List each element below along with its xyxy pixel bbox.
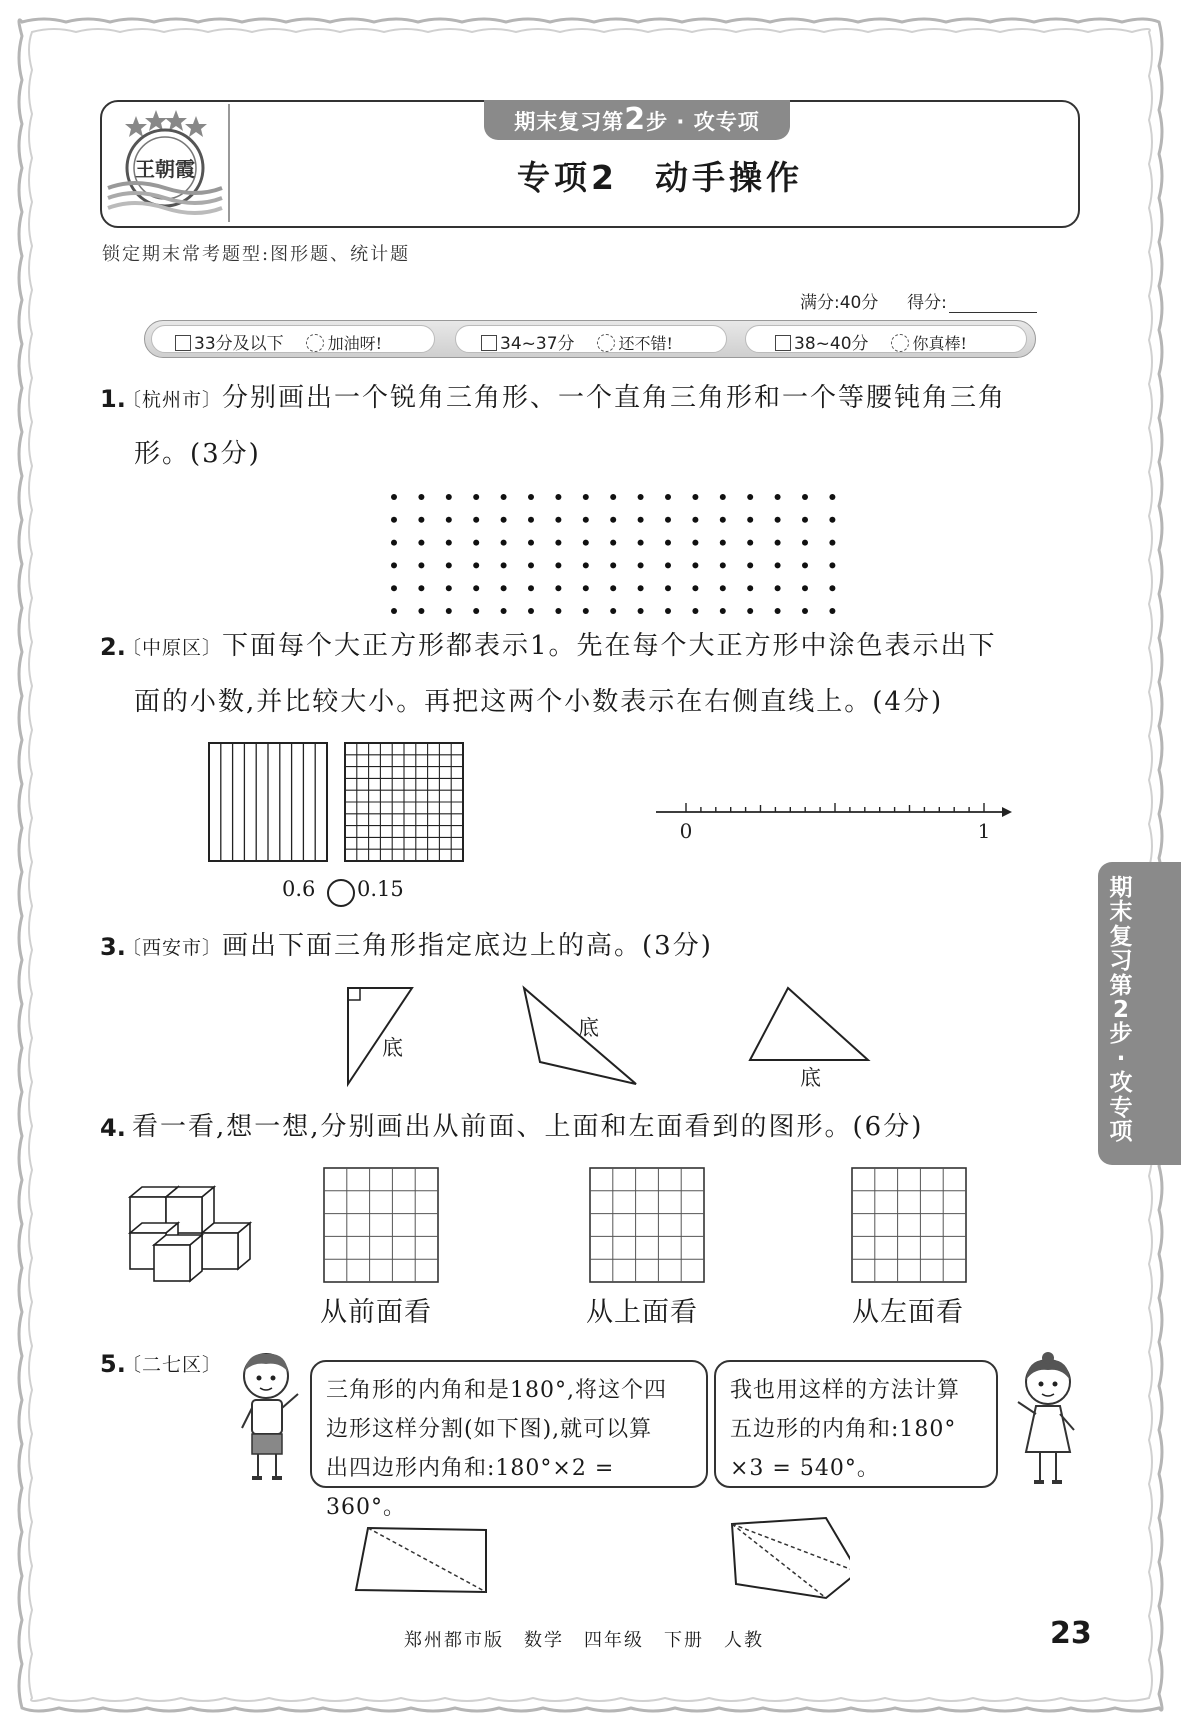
number-line[interactable] bbox=[650, 788, 1020, 848]
q4-number: 4. bbox=[100, 1114, 126, 1142]
grade-cheer-1: 加油呀! bbox=[327, 334, 383, 353]
tenths-square[interactable] bbox=[206, 740, 330, 862]
grid-dot[interactable] bbox=[391, 562, 397, 568]
grid-dot[interactable] bbox=[802, 494, 808, 500]
grid-dot[interactable] bbox=[391, 517, 397, 523]
grid-dot[interactable] bbox=[555, 562, 561, 568]
grid-dot[interactable] bbox=[638, 608, 644, 614]
left-view-label: 从左面看 bbox=[852, 1297, 964, 1328]
polygon-figures bbox=[350, 1512, 850, 1602]
grid-dot[interactable] bbox=[638, 585, 644, 591]
grid-dot[interactable] bbox=[583, 562, 589, 568]
q1-text bbox=[122, 370, 1006, 428]
grid-dot[interactable] bbox=[501, 585, 507, 591]
numberline-start-label: 0 bbox=[679, 819, 693, 843]
grid-dot[interactable] bbox=[692, 608, 698, 614]
grid-dot[interactable] bbox=[747, 517, 753, 523]
grid-dot[interactable] bbox=[391, 540, 397, 546]
grid-dot[interactable] bbox=[555, 517, 561, 523]
cubes-figure bbox=[128, 1185, 256, 1285]
speech-bubble-left bbox=[310, 1360, 708, 1520]
grid-dot[interactable] bbox=[665, 540, 671, 546]
q2-text bbox=[122, 618, 997, 676]
grade-item-1 bbox=[175, 329, 382, 354]
publisher-logo bbox=[104, 104, 226, 222]
q3-text bbox=[122, 918, 713, 976]
grade-range-1: 33分及以下 bbox=[194, 334, 284, 354]
grid-dot[interactable] bbox=[665, 562, 671, 568]
quadrilateral bbox=[356, 1528, 486, 1592]
grid-dot[interactable] bbox=[501, 562, 507, 568]
grid-dot[interactable] bbox=[473, 585, 479, 591]
q1-line2: 形。(3分) bbox=[134, 439, 261, 469]
grid-dot[interactable] bbox=[446, 517, 452, 523]
grid-dot[interactable] bbox=[446, 540, 452, 546]
grade-checkbox-1[interactable] bbox=[175, 335, 191, 351]
q1-number: 1. bbox=[100, 385, 126, 413]
grid-dot[interactable] bbox=[720, 562, 726, 568]
step-tab bbox=[484, 100, 790, 140]
grid-dot[interactable] bbox=[610, 585, 616, 591]
grade-range-3: 38~40分 bbox=[794, 334, 869, 354]
grid-dot[interactable] bbox=[692, 585, 698, 591]
grid-dot[interactable] bbox=[775, 540, 781, 546]
grid-dot[interactable] bbox=[692, 494, 698, 500]
girl-illustration bbox=[1008, 1352, 1088, 1492]
grid-dot[interactable] bbox=[555, 585, 561, 591]
grid-dot[interactable] bbox=[528, 608, 534, 614]
grid-dot[interactable] bbox=[391, 608, 397, 614]
grid-dot[interactable] bbox=[473, 517, 479, 523]
grid-dot[interactable] bbox=[747, 585, 753, 591]
grid-dot[interactable] bbox=[501, 517, 507, 523]
grid-dot[interactable] bbox=[446, 608, 452, 614]
grid-dot[interactable] bbox=[583, 608, 589, 614]
grid-dot[interactable] bbox=[829, 517, 835, 523]
grid-dot[interactable] bbox=[802, 540, 808, 546]
grid-dot[interactable] bbox=[829, 585, 835, 591]
grid-dot[interactable] bbox=[775, 517, 781, 523]
grid-dot[interactable] bbox=[638, 562, 644, 568]
pentagon bbox=[732, 1518, 850, 1598]
grid-dot[interactable] bbox=[473, 540, 479, 546]
grid-dot[interactable] bbox=[391, 585, 397, 591]
footer-text: 郑州都市版 数学 四年级 下册 人教 bbox=[404, 1630, 764, 1651]
step-suffix: 步 · 攻专项 bbox=[646, 110, 760, 134]
compare-left: 0.6 bbox=[282, 877, 316, 901]
grid-dot[interactable] bbox=[720, 540, 726, 546]
step-prefix: 期末复习第 bbox=[514, 110, 625, 134]
grid-dot[interactable] bbox=[583, 517, 589, 523]
bubble-left-line3: 出四边形内角和:180°×2 = 360°。 bbox=[326, 1456, 615, 1520]
page-number: 23 bbox=[1050, 1616, 1092, 1651]
grid-dot[interactable] bbox=[802, 608, 808, 614]
base-label-3: 底 bbox=[800, 1066, 821, 1090]
grid-dot[interactable] bbox=[583, 494, 589, 500]
grid-dot[interactable] bbox=[638, 517, 644, 523]
grid-dot[interactable] bbox=[829, 540, 835, 546]
smiley-icon bbox=[891, 334, 909, 352]
grid-dot[interactable] bbox=[720, 494, 726, 500]
subtitle: 锁定期末常考题型:图形题、统计题 bbox=[102, 244, 411, 265]
q5-tag: 〔二七区〕 bbox=[122, 1354, 223, 1376]
grade-range-2: 34~37分 bbox=[500, 334, 575, 354]
grid-dot[interactable] bbox=[665, 494, 671, 500]
grid-dot[interactable] bbox=[747, 608, 753, 614]
grid-dot[interactable] bbox=[638, 540, 644, 546]
left-view-grid[interactable] bbox=[850, 1166, 968, 1284]
q3-line1: 画出下面三角形指定底边上的高。(3分) bbox=[222, 931, 713, 961]
grid-dot[interactable] bbox=[829, 494, 835, 500]
grid-dot[interactable] bbox=[501, 540, 507, 546]
grid-dot[interactable] bbox=[610, 562, 616, 568]
score-label: 得分: bbox=[907, 293, 947, 313]
grid-dot[interactable] bbox=[473, 494, 479, 500]
grid-dot[interactable] bbox=[528, 540, 534, 546]
grid-dot[interactable] bbox=[418, 494, 424, 500]
grid-dot[interactable] bbox=[418, 517, 424, 523]
grid-dot[interactable] bbox=[775, 494, 781, 500]
grade-item-3 bbox=[775, 329, 967, 354]
smiley-icon bbox=[597, 334, 615, 352]
front-view-label: 从前面看 bbox=[320, 1297, 432, 1328]
bubble-left-line2: 边形这样分割(如下图),就可以算 bbox=[326, 1417, 653, 1442]
compare-circle[interactable] bbox=[326, 878, 356, 908]
bubble-right-line3: ×3 = 540°。 bbox=[730, 1456, 880, 1481]
q3-number: 3. bbox=[100, 933, 126, 961]
grid-dot[interactable] bbox=[802, 517, 808, 523]
boy-illustration bbox=[230, 1348, 310, 1488]
page-title: 专项2 动手操作 bbox=[517, 158, 803, 197]
grid-dot[interactable] bbox=[638, 494, 644, 500]
grid-dot[interactable] bbox=[775, 562, 781, 568]
grade-bar bbox=[144, 320, 1036, 358]
grid-dot[interactable] bbox=[528, 585, 534, 591]
grid-dot[interactable] bbox=[610, 517, 616, 523]
grid-dot[interactable] bbox=[692, 562, 698, 568]
grade-checkbox-3[interactable] bbox=[775, 335, 791, 351]
logo-text: 王朝霞 bbox=[135, 157, 195, 181]
grid-dot[interactable] bbox=[501, 608, 507, 614]
grid-dot[interactable] bbox=[775, 608, 781, 614]
grade-checkbox-2[interactable] bbox=[481, 335, 497, 351]
grid-dot[interactable] bbox=[446, 585, 452, 591]
q1-tag: 〔杭州市〕 bbox=[122, 389, 223, 411]
q3-tag: 〔西安市〕 bbox=[122, 937, 223, 959]
q5-number: 5. bbox=[100, 1350, 126, 1378]
grid-dot[interactable] bbox=[610, 494, 616, 500]
acute-triangle[interactable] bbox=[750, 988, 868, 1060]
grid-dot[interactable] bbox=[720, 517, 726, 523]
base-label-1: 底 bbox=[382, 1036, 403, 1060]
compare-right: 0.15 bbox=[357, 877, 404, 901]
grade-cheer-3: 你真棒! bbox=[912, 334, 967, 353]
bubble-right-line2: 五边形的内角和:180° bbox=[730, 1417, 957, 1442]
grid-dot[interactable] bbox=[802, 585, 808, 591]
hundredths-square[interactable] bbox=[342, 740, 466, 862]
grid-dot[interactable] bbox=[747, 562, 753, 568]
grid-dot[interactable] bbox=[528, 562, 534, 568]
grid-dot[interactable] bbox=[802, 562, 808, 568]
q2-tag: 〔中原区〕 bbox=[122, 637, 223, 659]
cube bbox=[202, 1223, 250, 1269]
grade-cheer-2: 还不错! bbox=[618, 334, 673, 353]
triangles-figure[interactable] bbox=[340, 980, 880, 1090]
grade-item-2 bbox=[481, 329, 673, 354]
grid-dot[interactable] bbox=[418, 562, 424, 568]
grid-dot[interactable] bbox=[583, 585, 589, 591]
top-view-label: 从上面看 bbox=[586, 1297, 698, 1328]
q2-line2: 面的小数,并比较大小。再把这两个小数表示在右侧直线上。(4分) bbox=[134, 687, 944, 717]
step-number: 2 bbox=[624, 102, 647, 137]
grid-dot[interactable] bbox=[829, 608, 835, 614]
grid-dot[interactable] bbox=[391, 494, 397, 500]
grid-dot[interactable] bbox=[720, 608, 726, 614]
q2-number: 2. bbox=[100, 633, 126, 661]
grid-dot[interactable] bbox=[418, 585, 424, 591]
grid-dot[interactable] bbox=[528, 517, 534, 523]
grid-dot[interactable] bbox=[829, 562, 835, 568]
top-view-grid[interactable] bbox=[588, 1166, 706, 1284]
grid-dot[interactable] bbox=[418, 540, 424, 546]
grid-dot[interactable] bbox=[501, 494, 507, 500]
grid-dot[interactable] bbox=[775, 585, 781, 591]
grid-dot[interactable] bbox=[528, 494, 534, 500]
grid-dot[interactable] bbox=[665, 608, 671, 614]
grid-dot[interactable] bbox=[692, 540, 698, 546]
dot-grid[interactable] bbox=[380, 485, 840, 615]
grid-dot[interactable] bbox=[610, 608, 616, 614]
cube bbox=[154, 1235, 202, 1281]
grid-dot[interactable] bbox=[555, 608, 561, 614]
grid-dot[interactable] bbox=[583, 540, 589, 546]
smiley-icon bbox=[306, 334, 324, 352]
side-tab-text: 期末复习第2步·攻专项 bbox=[1109, 875, 1133, 1146]
grid-dot[interactable] bbox=[665, 585, 671, 591]
q4-text: 看一看,想一想,分别画出从前面、上面和左面看到的图形。(6分) bbox=[132, 1112, 924, 1142]
grid-dot[interactable] bbox=[720, 585, 726, 591]
grid-dot[interactable] bbox=[473, 608, 479, 614]
bubble-left-line1: 三角形的内角和是180°,将这个四 bbox=[326, 1378, 667, 1403]
grid-dot[interactable] bbox=[747, 540, 753, 546]
grid-dot[interactable] bbox=[555, 494, 561, 500]
score-row bbox=[800, 288, 1037, 313]
grid-dot[interactable] bbox=[473, 562, 479, 568]
grid-dot[interactable] bbox=[610, 540, 616, 546]
q1-line1: 分别画出一个锐角三角形、一个直角三角形和一个等腰钝角三角 bbox=[222, 383, 1007, 413]
front-view-grid[interactable] bbox=[322, 1166, 440, 1284]
numberline-end-label: 1 bbox=[977, 819, 991, 843]
grid-dot[interactable] bbox=[555, 540, 561, 546]
q2-line1: 下面每个大正方形都表示1。先在每个大正方形中涂色表示出下 bbox=[222, 631, 997, 661]
score-blank[interactable] bbox=[949, 295, 1037, 313]
full-score: 满分:40分 bbox=[800, 293, 879, 313]
grid-dot[interactable] bbox=[418, 608, 424, 614]
grid-dot[interactable] bbox=[446, 562, 452, 568]
header-divider bbox=[228, 104, 230, 222]
grid-dot[interactable] bbox=[692, 517, 698, 523]
grid-dot[interactable] bbox=[665, 517, 671, 523]
speech-bubble-right bbox=[714, 1360, 998, 1488]
bubble-right-line1: 我也用这样的方法计算 bbox=[730, 1378, 961, 1403]
base-label-2: 底 bbox=[578, 1016, 599, 1040]
grid-dot[interactable] bbox=[747, 494, 753, 500]
grid-dot[interactable] bbox=[446, 494, 452, 500]
